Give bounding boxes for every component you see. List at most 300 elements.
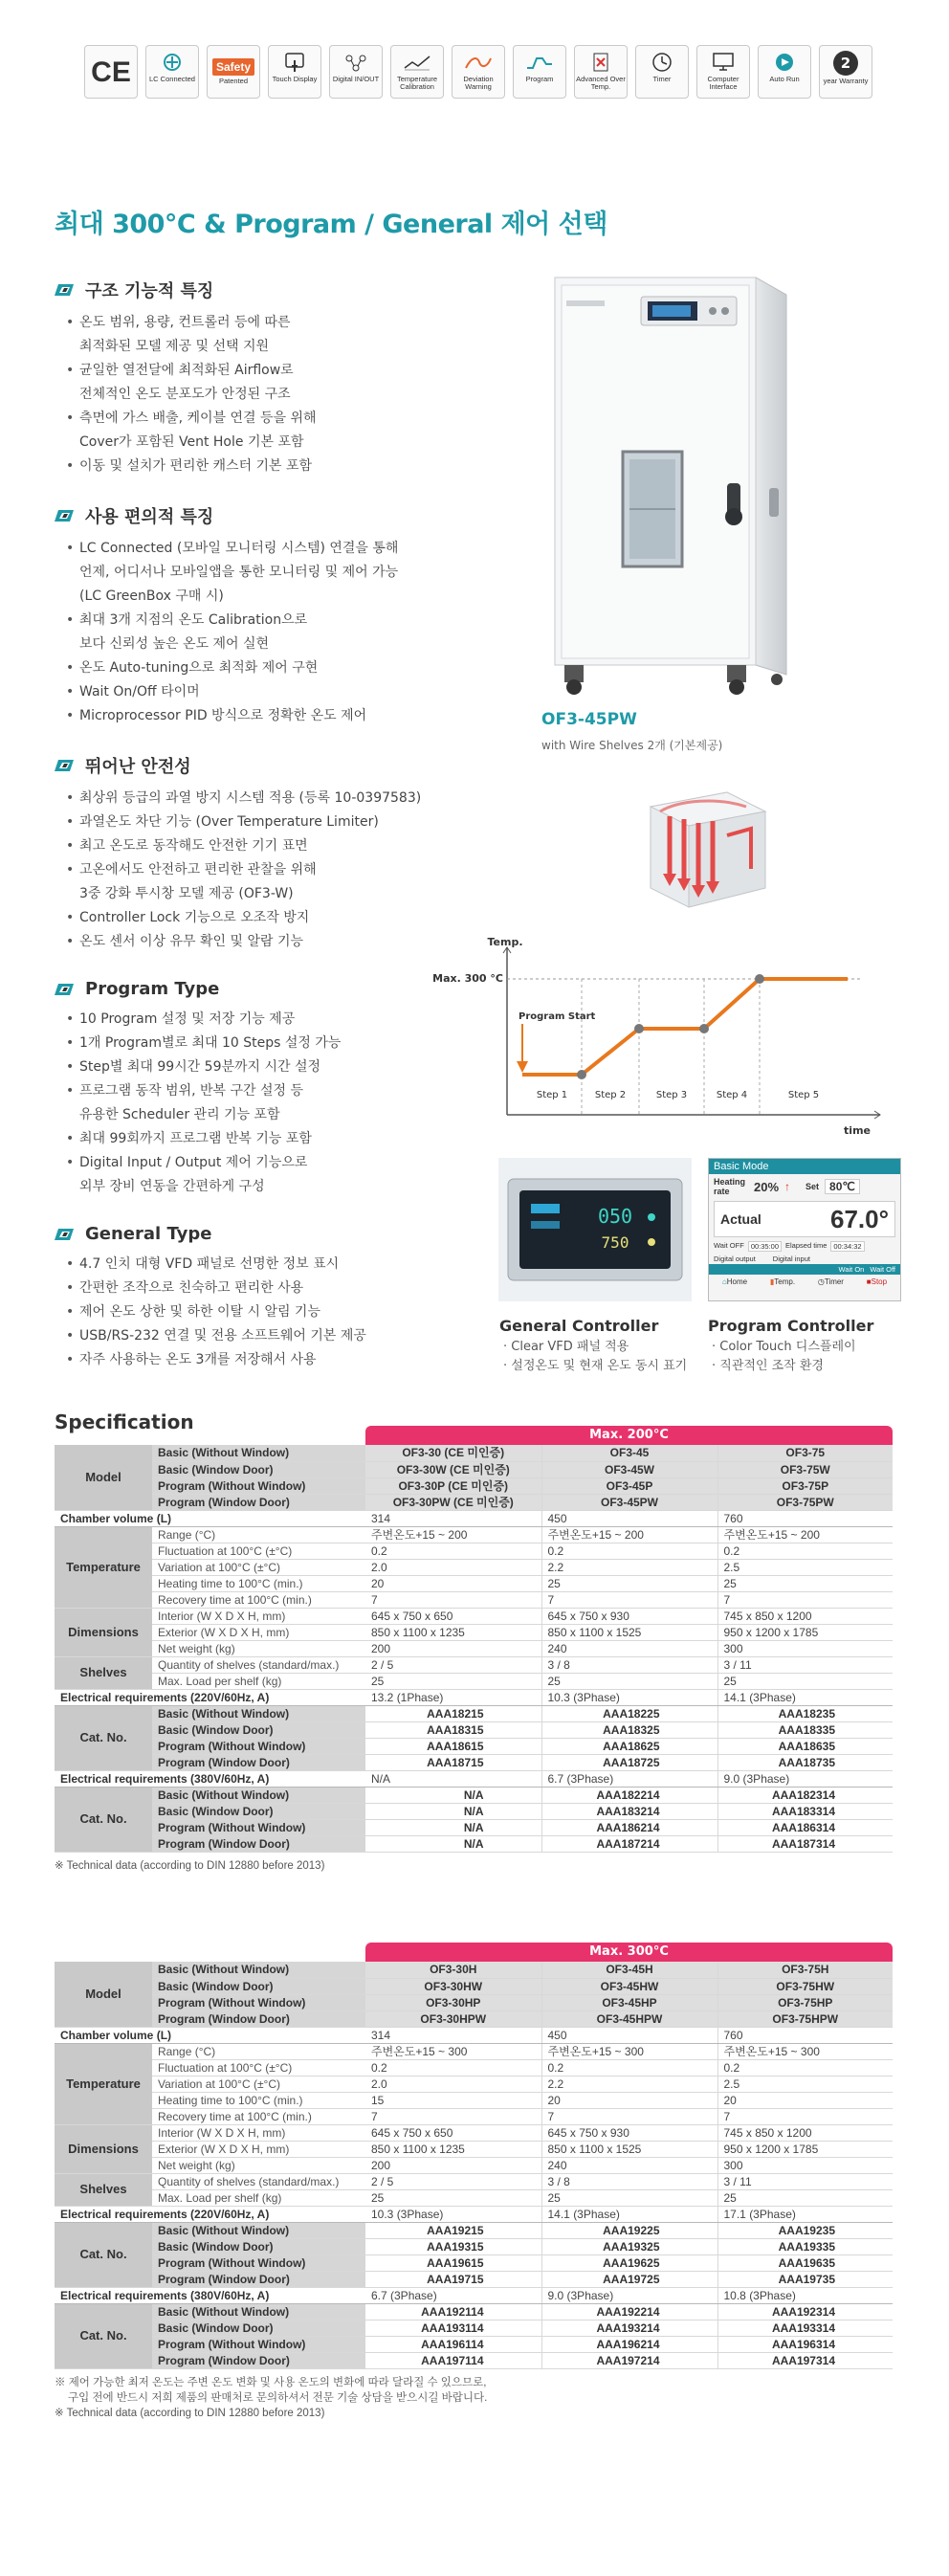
list-item: • 균일한 열전달에 최적화된 Airflow로 전체적인 온도 분포도가 안정된 구조 [66, 359, 504, 407]
general-controller-notes [503, 1338, 687, 1376]
row-label: Net weight (kg) [152, 1640, 365, 1656]
icon-label: LC Connected [149, 75, 195, 83]
table-row [55, 1575, 893, 1591]
row-label: Chamber volume (L) [55, 2027, 365, 2043]
touch-display-badge [268, 45, 321, 99]
table-cell: OF3-75HPW [717, 2010, 893, 2027]
table-row [55, 2287, 893, 2303]
lc-connected-icon [158, 51, 187, 74]
list-item: • 10 Program 설정 및 저장 기능 제공 [66, 1008, 504, 1032]
table-cell: 7 [717, 2108, 893, 2124]
auto-run-badge [758, 45, 811, 99]
table-cell: AAA186314 [717, 1819, 893, 1835]
table-cell: 7 [365, 1591, 541, 1608]
table-cell: 2.2 [541, 1559, 717, 1575]
table-cell: 3 / 11 [717, 1656, 893, 1673]
table-cell: OF3-45 [541, 1445, 717, 1461]
computer-interface-badge [696, 45, 750, 99]
table-cell: 2.0 [365, 2076, 541, 2092]
table-cell: 25 [365, 1673, 541, 1689]
heating-rate-label: Heating rate [714, 1177, 746, 1196]
table-cell: N/A [365, 1803, 541, 1819]
table-row [55, 2076, 893, 2092]
table-cell: 950 x 1200 x 1785 [717, 2141, 893, 2157]
table-cell: 645 x 750 x 930 [541, 2124, 717, 2141]
table-cell: OF3-75PW [717, 1494, 893, 1510]
table-cell: 9.0 (3Phase) [717, 1770, 893, 1787]
table-row [55, 1608, 893, 1624]
icon-label: Patented [218, 77, 249, 85]
row-label: Program (Window Door) [152, 2352, 365, 2368]
table-cell: OF3-45HW [541, 1978, 717, 1994]
table-cell: AAA18725 [541, 1754, 717, 1770]
row-label: Fluctuation at 100°C (±°C) [152, 1543, 365, 1559]
graph-x-label: time [844, 1124, 871, 1137]
table-cell: 850 x 1100 x 1235 [365, 2141, 541, 2157]
table-cell: OF3-30PW (CE 미인증) [365, 1494, 541, 1510]
table-cell: AAA19225 [541, 2222, 717, 2238]
table-row [55, 2303, 893, 2320]
table-row [55, 2043, 893, 2059]
table-row [55, 1721, 893, 1738]
table-cell: 240 [541, 1640, 717, 1656]
group-header: Temperature [55, 2043, 152, 2124]
temperature-calibration-icon [403, 51, 431, 74]
table-cell: 15 [365, 2092, 541, 2108]
list-item: • 제어 온도 상한 및 하한 이탈 시 알림 기능 [66, 1300, 504, 1324]
touch-display-icon [280, 51, 309, 74]
icon-label: Auto Run [769, 75, 800, 83]
table-row [55, 2206, 893, 2222]
group-header: Dimensions [55, 1608, 152, 1656]
table-cell: N/A [365, 1819, 541, 1835]
table-row [55, 2124, 893, 2141]
oven-product-image [536, 278, 825, 699]
row-label: Net weight (kg) [152, 2157, 365, 2173]
step-label: Step 1 [536, 1090, 568, 1100]
timer-label: Timer [824, 1277, 844, 1286]
feature-icon-strip [84, 45, 872, 99]
table-row [55, 2320, 893, 2336]
table-cell: 7 [717, 1591, 893, 1608]
table-row [55, 1656, 893, 1673]
step-label: Step 2 [594, 1090, 627, 1100]
table-cell: AAA183214 [541, 1803, 717, 1819]
icon-label: Timer [652, 75, 672, 83]
group-header: Cat. No. [55, 2222, 152, 2287]
table-cell: 314 [365, 2027, 541, 2043]
row-label: Program (Window Door) [152, 1754, 365, 1770]
clock-icon: ◷ [817, 1277, 825, 1286]
table-cell: AAA192314 [717, 2303, 893, 2320]
row-label: Program (Window Door) [152, 1835, 365, 1852]
icon-label: Advanced Over Temp. [576, 75, 626, 91]
step-label: Step 5 [787, 1090, 820, 1100]
table-cell: OF3-30 (CE 미인증) [365, 1445, 541, 1461]
icon-label: Touch Display [272, 75, 318, 83]
wait-time-value: 00:35:00 [748, 1241, 782, 1252]
list-item: • 최고 온도로 동작해도 안전한 기기 표면 [66, 834, 504, 858]
section-list [55, 537, 504, 728]
table-cell: OF3-75H [717, 1962, 893, 1978]
table-cell: AAA193214 [541, 2320, 717, 2336]
table-cell: 20 [717, 2092, 893, 2108]
table-cell: 2.5 [717, 2076, 893, 2092]
list-item: • 1개 Program별로 최대 10 Steps 설정 가능 [66, 1032, 504, 1055]
table-row [55, 1494, 893, 1510]
section-header [55, 503, 504, 528]
row-label: Basic (Window Door) [152, 1803, 365, 1819]
list-item: • 프로그램 동작 범위, 반복 구간 설정 등 유용한 Scheduler 관리 기능 포함 [66, 1079, 504, 1127]
table-cell: 주변온도+15 ~ 200 [541, 1526, 717, 1543]
profile-point [577, 1070, 586, 1079]
home-button[interactable] [722, 1277, 747, 1286]
table-cell: OF3-30P (CE 미인증) [365, 1477, 541, 1494]
step-label: Step 4 [716, 1090, 748, 1100]
table-cell: AAA19735 [717, 2271, 893, 2287]
table-cell: 0.2 [717, 1543, 893, 1559]
table-cell: AAA19725 [541, 2271, 717, 2287]
table-cell: 3 / 11 [717, 2173, 893, 2189]
row-label: Program (Without Window) [152, 1819, 365, 1835]
table-cell: OF3-75 [717, 1445, 893, 1461]
table-row [55, 2141, 893, 2157]
temperature-calibration-badge [390, 45, 444, 99]
list-item: • Wait On/Off 타이머 [66, 680, 504, 704]
table-cell: AAA186214 [541, 1819, 717, 1835]
list-item: • 최상위 등급의 과열 방지 시스템 적용 (등록 10-0397583) [66, 787, 504, 811]
warranty-icon: 2 [833, 51, 858, 76]
table-cell: N/A [365, 1787, 541, 1803]
section-header [55, 753, 504, 778]
section-list [55, 1253, 504, 1372]
row-label: Basic (Window Door) [152, 1978, 365, 1994]
row-label: Basic (Without Window) [152, 1705, 365, 1721]
two-year-warranty-badge [819, 45, 872, 99]
spec-table-200 [55, 1426, 893, 1874]
table-cell: AAA182214 [541, 1787, 717, 1803]
table-cell: 주변온도+15 ~ 300 [541, 2043, 717, 2059]
stop-icon: ■ [866, 1277, 872, 1286]
feature-section [55, 979, 504, 1199]
row-label: Max. Load per shelf (kg) [152, 1673, 365, 1689]
wait-on-tab[interactable]: Wait On [838, 1265, 865, 1274]
row-label: Variation at 100°C (±°C) [152, 1559, 365, 1575]
row-label: Max. Load per shelf (kg) [152, 2189, 365, 2206]
table-cell: 17.1 (3Phase) [717, 2206, 893, 2222]
table-cell: AAA19635 [717, 2254, 893, 2271]
table-cell: AAA19215 [365, 2222, 541, 2238]
row-label: Heating time to 100°C (min.) [152, 2092, 365, 2108]
deviation-warning-badge [452, 45, 505, 99]
computer-interface-icon [709, 51, 738, 74]
table-row [55, 1819, 893, 1835]
table-row [55, 1624, 893, 1640]
table-row [55, 1835, 893, 1852]
table-cell: OF3-30HP [365, 1994, 541, 2010]
table-cell: 25 [541, 2189, 717, 2206]
deviation-warning-icon [464, 51, 493, 74]
table-cell: N/A [365, 1770, 541, 1787]
table-notes [55, 1858, 893, 1874]
table-cell: 314 [365, 1510, 541, 1526]
table-row [55, 2010, 893, 2027]
table-cell: OF3-30HW [365, 1978, 541, 1994]
group-header: Shelves [55, 1656, 152, 1689]
row-label: Program (Window Door) [152, 2010, 365, 2027]
table-cell: 645 x 750 x 930 [541, 1608, 717, 1624]
table-cell: 25 [365, 2189, 541, 2206]
advanced-over-temp-icon [586, 51, 615, 74]
spec-table-300 [55, 1943, 893, 2421]
list-item: • 최대 99회까지 프로그램 반복 기능 포함 [66, 1127, 504, 1151]
product-model-subtitle: with Wire Shelves 2개 (기본제공) [541, 739, 723, 752]
section-list [55, 1008, 504, 1199]
table-cell: 645 x 750 x 650 [365, 1608, 541, 1624]
program-start-label: Program Start [519, 1011, 596, 1022]
stop-label: Stop [871, 1277, 888, 1286]
table-row [55, 2092, 893, 2108]
table-row [55, 1445, 893, 1461]
stop-button[interactable] [867, 1277, 887, 1286]
list-item: • Step별 최대 99시간 59분까지 시간 설정 [66, 1055, 504, 1079]
table-cell: AAA18625 [541, 1738, 717, 1754]
table-cell: AAA18735 [717, 1754, 893, 1770]
table-cell: AAA192114 [365, 2303, 541, 2320]
row-label: Quantity of shelves (standard/max.) [152, 2173, 365, 2189]
specification-title: Specification [55, 1410, 194, 1433]
temp-label: Temp. [774, 1277, 796, 1286]
table-row [55, 1689, 893, 1705]
general-display-set: 750 [601, 1233, 629, 1252]
row-label: Fluctuation at 100°C (±°C) [152, 2059, 365, 2076]
table-row [55, 2157, 893, 2173]
row-label: Program (Without Window) [152, 2336, 365, 2352]
row-label: Program (Without Window) [152, 1994, 365, 2010]
table-cell: 25 [717, 1575, 893, 1591]
icon-label: Computer Interface [707, 75, 739, 91]
table-cell: 300 [717, 2157, 893, 2173]
table-cell: AAA19615 [365, 2254, 541, 2271]
graph-y-label: Temp. [487, 936, 523, 948]
row-label: Basic (Window Door) [152, 2320, 365, 2336]
section-marker-icon [55, 982, 76, 997]
table-cell: 0.2 [717, 2059, 893, 2076]
feature-section [55, 503, 504, 728]
profile-point [755, 974, 764, 984]
note-line: ※ 제어 가능한 최저 온도는 주변 온도 변화 및 사용 온도의 변화에 따라 달라질 수 있으므로, [55, 2376, 487, 2388]
thermometer-icon: ▮ [769, 1277, 775, 1286]
ce-mark-icon: CE [91, 56, 131, 88]
list-item: • 이동 및 설치가 편리한 캐스터 기본 포함 [66, 455, 504, 478]
table-row [55, 1705, 893, 1721]
timer-icon [648, 51, 676, 74]
profile-point [699, 1024, 709, 1033]
program-note-2: · 직관적인 조작 환경 [712, 1359, 824, 1373]
row-label: Exterior (W X D X H, mm) [152, 1624, 365, 1640]
list-item: • 자주 사용하는 온도 3개를 저장해서 사용 [66, 1348, 504, 1372]
wait-off-label: Wait OFF [714, 1241, 744, 1250]
auto-run-icon [770, 51, 799, 74]
program-temperature-graph [432, 933, 890, 1144]
table-row [55, 2059, 893, 2076]
table-cell: OF3-75P [717, 1477, 893, 1494]
table-cell: 7 [365, 2108, 541, 2124]
row-label: Range (°C) [152, 2043, 365, 2059]
screen-mode-bar: Basic Mode [709, 1159, 900, 1174]
section-marker-icon [55, 508, 76, 523]
group-header: Cat. No. [55, 2303, 152, 2368]
table-cell: OF3-45PW [541, 1494, 717, 1510]
table-row [55, 1754, 893, 1770]
digital-in-out-icon [342, 51, 370, 74]
row-label: Chamber volume (L) [55, 1510, 365, 1526]
icon-label: year Warranty [823, 77, 869, 85]
list-item: • 4.7 인치 대형 VFD 패널로 선명한 정보 표시 [66, 1253, 504, 1277]
wait-off-tab[interactable]: Wait Off [870, 1265, 895, 1274]
section-header [55, 278, 504, 302]
table-cell: 0.2 [365, 1543, 541, 1559]
timer-button[interactable] [818, 1277, 844, 1286]
table-cell: N/A [365, 1835, 541, 1852]
row-label: Electrical requirements (220V/60Hz, A) [55, 2206, 365, 2222]
row-label: Program (Without Window) [152, 1477, 365, 1494]
general-note-2: · 설정온도 및 현재 온도 동시 표기 [503, 1359, 688, 1373]
up-arrow-icon: ↑ [784, 1180, 791, 1193]
lc-connected-badge [145, 45, 199, 99]
program-profile-line [522, 979, 848, 1075]
safety-patented-badge [207, 45, 260, 99]
home-icon: ⌂ [721, 1277, 727, 1286]
table-cell: 450 [541, 1510, 717, 1526]
graph-max-label: Max. 300 °C [432, 972, 503, 985]
table-cell: AAA19715 [365, 2271, 541, 2287]
table-cell: AAA193114 [365, 2320, 541, 2336]
section-list [55, 311, 504, 478]
elapsed-label: Elapsed time [785, 1241, 828, 1250]
table-row [55, 1673, 893, 1689]
table-cell: 0.2 [541, 1543, 717, 1559]
table-row [55, 2254, 893, 2271]
feature-sections [55, 278, 504, 1397]
row-label: Basic (Window Door) [152, 1461, 365, 1477]
arrow-head-icon [517, 1061, 528, 1073]
actual-label: Actual [720, 1211, 761, 1227]
program-controller-title: Program Controller [708, 1317, 874, 1335]
table-cell: AAA196214 [541, 2336, 717, 2352]
table-row [55, 1978, 893, 1994]
list-item: • 온도 Auto-tuning으로 최적화 제어 구현 [66, 656, 504, 680]
row-label: Recovery time at 100°C (min.) [152, 1591, 365, 1608]
max-temp-header: Max. 200°C [365, 1426, 893, 1445]
table-cell: AAA197314 [717, 2352, 893, 2368]
table-cell: AAA183314 [717, 1803, 893, 1819]
section-marker-icon [55, 1227, 76, 1242]
table-row [55, 1770, 893, 1787]
elapsed-time-value: 00:34:32 [830, 1241, 864, 1252]
table-cell: 3 / 8 [541, 2173, 717, 2189]
table-cell: 240 [541, 2157, 717, 2173]
table-cell: OF3-30H [365, 1962, 541, 1978]
set-label: Set [806, 1182, 820, 1191]
table-cell: AAA197114 [365, 2352, 541, 2368]
table-cell: AAA196114 [365, 2336, 541, 2352]
list-item: • 최대 3개 지점의 온도 Calibration으로 보다 신뢰성 높은 온도 제어 실현 [66, 609, 504, 656]
table-cell: AAA18235 [717, 1705, 893, 1721]
table-row [55, 1461, 893, 1477]
table-cell: AAA18715 [365, 1754, 541, 1770]
table-cell: OF3-75HP [717, 1994, 893, 2010]
table-row [55, 2189, 893, 2206]
timer-badge [635, 45, 689, 99]
table-cell: OF3-45W [541, 1461, 717, 1477]
group-header: Cat. No. [55, 1787, 152, 1852]
section-title: 사용 편의적 특징 [85, 507, 214, 527]
table-cell: OF3-45P [541, 1477, 717, 1494]
table-cell: AAA192214 [541, 2303, 717, 2320]
safety-icon: Safety [212, 58, 254, 76]
table-notes [55, 2375, 893, 2421]
table-cell: 950 x 1200 x 1785 [717, 1624, 893, 1640]
section-title: General Type [85, 1224, 212, 1244]
table-cell: 850 x 1100 x 1235 [365, 1624, 541, 1640]
table-cell: AAA182314 [717, 1787, 893, 1803]
advanced-over-temp-badge [574, 45, 628, 99]
table-row [55, 1962, 893, 1978]
table-cell: 2 / 5 [365, 2173, 541, 2189]
table-cell: AAA18635 [717, 1738, 893, 1754]
table-row [55, 1543, 893, 1559]
table-row [55, 2238, 893, 2254]
table-cell: 6.7 (3Phase) [365, 2287, 541, 2303]
row-label: Basic (Window Door) [152, 1721, 365, 1738]
note-line: ※ Technical data (according to DIN 12880 before 2013) [55, 1859, 325, 1872]
list-item: • 온도 센서 이상 유무 확인 및 알람 기능 [66, 930, 504, 954]
temp-button[interactable] [770, 1277, 795, 1286]
row-label: Range (°C) [152, 1526, 365, 1543]
table-cell: AAA19235 [717, 2222, 893, 2238]
table-cell: OF3-45HPW [541, 2010, 717, 2027]
table-cell: 10.3 (3Phase) [541, 1689, 717, 1705]
set-value: 80℃ [825, 1179, 860, 1194]
table-cell: 9.0 (3Phase) [541, 2287, 717, 2303]
row-label: Basic (Without Window) [152, 2303, 365, 2320]
program-note-1: · Color Touch 디스플레이 [712, 1340, 856, 1354]
row-label: Interior (W X D X H, mm) [152, 1608, 365, 1624]
row-label: Program (Without Window) [152, 1738, 365, 1754]
general-controller-title: General Controller [499, 1317, 659, 1335]
table-cell: AAA187214 [541, 1835, 717, 1852]
table-row [55, 1994, 893, 2010]
list-item: • 측면에 가스 배출, 케이블 연결 등을 위해 Cover가 포함된 Vent Hole 기본 포함 [66, 407, 504, 455]
table-row [55, 2108, 893, 2124]
table-cell: AAA19315 [365, 2238, 541, 2254]
icon-label: Deviation Warning [463, 75, 494, 91]
table-cell: 10.3 (3Phase) [365, 2206, 541, 2222]
table-cell: 0.2 [541, 2059, 717, 2076]
table-cell: 850 x 1100 x 1525 [541, 2141, 717, 2157]
table-cell: 주변온도+15 ~ 300 [365, 2043, 541, 2059]
row-label: Basic (Window Door) [152, 2238, 365, 2254]
table-cell: AAA18335 [717, 1721, 893, 1738]
list-item: • 간편한 조작으로 친숙하고 편리한 사용 [66, 1277, 504, 1300]
table-cell: AAA18315 [365, 1721, 541, 1738]
table-cell: 25 [717, 2189, 893, 2206]
home-label: Home [726, 1277, 748, 1286]
page-title: 최대 300°C & Program / General 제어 선택 [55, 210, 607, 239]
row-label: Electrical requirements (380V/60Hz, A) [55, 2287, 365, 2303]
table-row [55, 1787, 893, 1803]
